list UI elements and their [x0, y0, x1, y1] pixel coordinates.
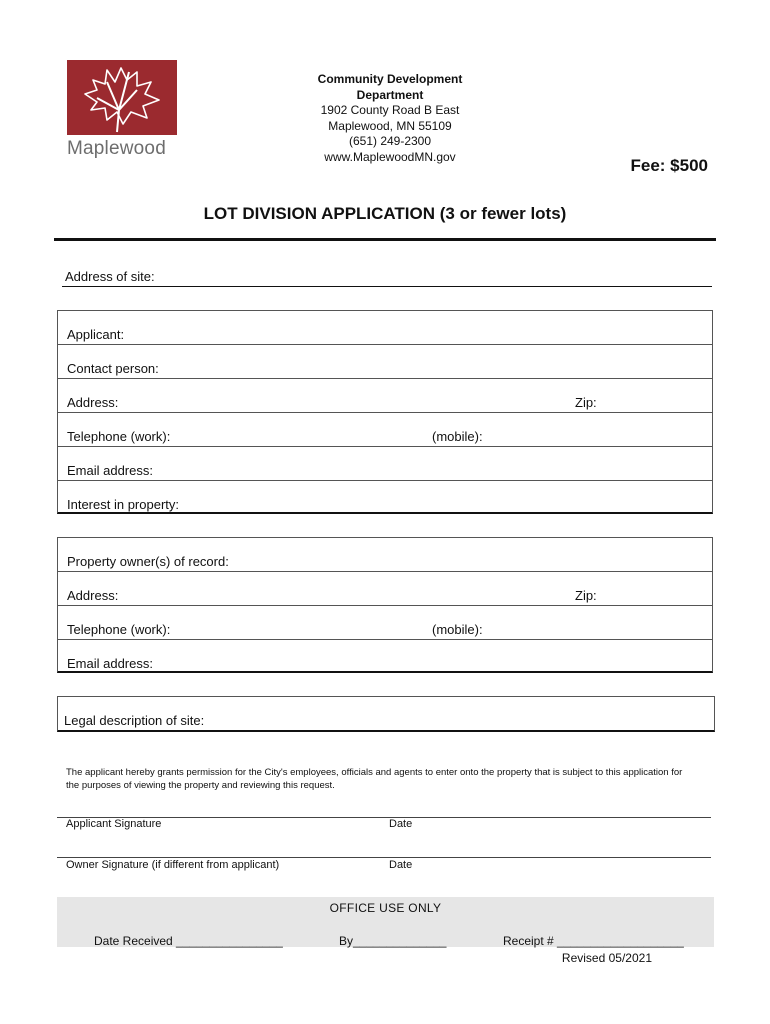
- owner-signature-label: Owner Signature (if different from applicant): [66, 859, 280, 871]
- owner-label: Property owner(s) of record:: [67, 554, 229, 569]
- legal-description-field[interactable]: [57, 696, 715, 732]
- owner-zip-label: Zip:: [575, 588, 597, 603]
- legal-description-label: Legal description of site:: [64, 713, 205, 728]
- applicant-address-label: Address:: [67, 395, 119, 410]
- interest-field[interactable]: [58, 481, 712, 514]
- owner-telephone-label: Telephone (work):: [67, 622, 171, 637]
- logo-wordmark: Maplewood: [67, 138, 166, 159]
- applicant-label: Applicant:: [67, 327, 125, 342]
- dept-street: 1902 County Road B East: [320, 103, 460, 117]
- receipt-field[interactable]: Receipt # ___________________: [503, 934, 684, 948]
- fee-label: Fee: $500: [630, 156, 708, 175]
- owner-field[interactable]: [58, 538, 712, 572]
- interest-label: Interest in property:: [67, 497, 179, 512]
- dept-name-line-1: Community Development: [317, 72, 463, 86]
- owner-email-label: Email address:: [67, 656, 153, 671]
- applicant-signature-label: Applicant Signature: [66, 818, 162, 830]
- site-address-label: Address of site:: [65, 269, 155, 284]
- dept-phone: (651) 249-2300: [348, 134, 432, 148]
- department-block: [300, 72, 480, 165]
- applicant-address-field[interactable]: [58, 379, 712, 413]
- owner-date-label: Date: [389, 859, 413, 871]
- applicant-telephone-field[interactable]: [58, 413, 712, 447]
- dept-website: www.MaplewoodMN.gov: [324, 149, 456, 164]
- permission-statement: The applicant hereby grants permission for the City's employees, officials and agents to enter onto the property that is subject to this application for the purposes of viewing the property and reviewing this request.: [66, 767, 683, 791]
- dept-city: Maplewood, MN 55109: [328, 118, 452, 133]
- owner-mobile-label: (mobile):: [432, 622, 483, 637]
- owner-address-label: Address:: [67, 588, 119, 603]
- by-field[interactable]: By______________: [339, 934, 447, 948]
- applicant-field[interactable]: [58, 311, 712, 345]
- site-address-field[interactable]: [62, 268, 712, 287]
- date-received-field[interactable]: Date Received ________________: [94, 934, 283, 948]
- dept-name-line-2: Department: [356, 87, 424, 102]
- page-title: LOT DIVISION APPLICATION (3 or fewer lots): [203, 204, 567, 223]
- applicant-email-label: Email address:: [67, 463, 153, 478]
- contact-person-label: Contact person:: [67, 361, 159, 376]
- owner-signature-line[interactable]: [57, 857, 711, 858]
- applicant-mobile-label: (mobile):: [432, 429, 483, 444]
- owner-address-field[interactable]: [58, 572, 712, 606]
- applicant-zip-label: Zip:: [575, 395, 597, 410]
- maple-leaf-icon: [67, 60, 177, 135]
- contact-person-field[interactable]: [58, 345, 712, 379]
- office-use-section: [57, 897, 714, 947]
- applicant-telephone-label: Telephone (work):: [67, 429, 171, 444]
- maplewood-logo: [67, 60, 179, 165]
- owner-email-field[interactable]: [58, 640, 712, 673]
- applicant-email-field[interactable]: [58, 447, 712, 481]
- title-divider: [54, 238, 716, 241]
- owner-telephone-field[interactable]: [58, 606, 712, 640]
- revision-date: Revised 05/2021: [561, 951, 652, 965]
- owner-section: [57, 537, 713, 673]
- office-use-title: OFFICE USE ONLY: [329, 901, 442, 915]
- applicant-section: [57, 310, 713, 514]
- applicant-date-label: Date: [389, 818, 413, 830]
